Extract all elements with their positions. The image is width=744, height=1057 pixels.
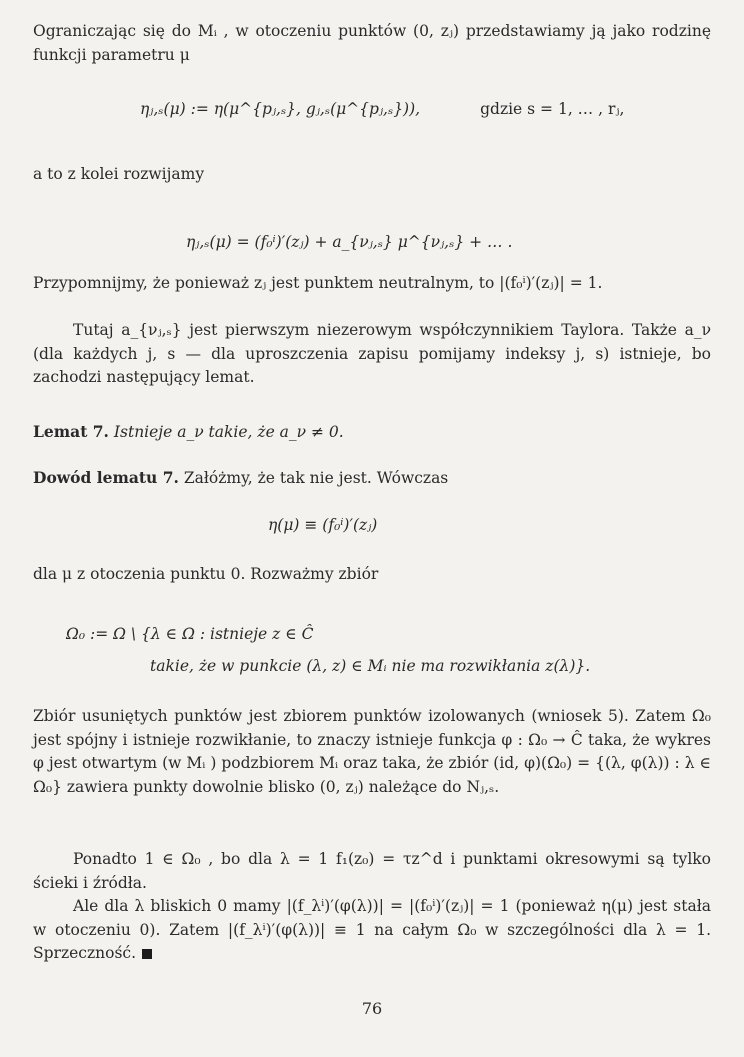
paragraph-expand: a to z kolei rozwijamy — [33, 165, 205, 183]
page-number: 76 — [361, 999, 383, 1018]
contradiction-text: Ale dla λ bliskich 0 mamy |(f_λⁱ)′(φ(λ))| = |(f₀ⁱ)′(zⱼ)| = 1 (ponieważ η(μ) jest stała w otoczeniu 0). Zatem |(f_λⁱ)′(φ(λ))| ≡ 1 na całym Ω₀ w szczególności dla λ = 1. Sprzeczność. — [33, 897, 711, 962]
lemma-text: Istnieje a_ν takie, że a_ν ≠ 0. — [113, 423, 344, 441]
paragraph-periodic-points: Ponadto 1 ∈ Ω₀ , bo dla λ = 1 f₁(z₀) = τz^d i punktami okresowymi są tylko ścieki i źródła. — [33, 850, 711, 892]
paragraph-contradiction — [33, 895, 711, 966]
proof-start — [33, 466, 711, 491]
proof-text: Załóżmy, że tak nie jest. Wówczas — [183, 469, 449, 487]
qed-square-icon — [142, 949, 152, 959]
proof-label: Dowód lematu 7. — [33, 468, 179, 487]
equation-eta-lhs: ηⱼ,ₛ(μ) := η(μ^{pⱼ,ₛ}, gⱼ,ₛ(μ^{pⱼ,ₛ})), — [140, 100, 421, 118]
equation-omega-line2: takie, że w punkcie (λ, z) ∈ Mᵢ nie ma rozwikłania z(λ)}. — [150, 657, 591, 675]
equation-omega-line1: Ω₀ := Ω \ {λ ∈ Ω : istnieje z ∈ Ĉ — [66, 625, 314, 643]
equation-eta-definition — [140, 98, 624, 121]
paragraph-removed-points: Zbiór usuniętych punktów jest zbiorem punktów izolowanych (wniosek 5). Zatem Ω₀ jest spójny i istnieje rozwikłanie, to znaczy istnieje funkcja φ : Ω₀ → Ĉ taka, że wykres φ jest otwartym (w Mᵢ ) podzbiorem Mᵢ oraz taka, że zbiór (id, φ)(Ω₀) = {(λ, φ(λ)) : λ ∈ Ω₀} zawiera punkty dowolnie blisko (0, zⱼ) należące do Nⱼ,ₛ. — [33, 707, 711, 796]
equation-eta-condition: gdzie s = 1, … , rⱼ, — [480, 100, 625, 118]
paragraph-neutral-point: Przypomnijmy, że ponieważ zⱼ jest punktem neutralnym, to |(f₀ⁱ)′(zⱼ)| = 1. — [33, 274, 603, 292]
lemma-statement — [33, 420, 711, 445]
paragraph-intro: Ograniczając się do Mᵢ , w otoczeniu punktów (0, zⱼ) przedstawiamy ją jako rodzinę funkcji parametru μ — [33, 22, 711, 64]
paragraph-set-definition: dla μ z otoczenia punktu 0. Rozważmy zbiór — [33, 565, 379, 583]
paragraph-taylor-coefficient: Tutaj a_{νⱼ,ₛ} jest pierwszym niezerowym współczynnikiem Taylora. Także a_ν (dla każdych j, s — dla uproszczenia zapisu pomijamy indeksy j, s) istnieje, bo zachodzi następujący lemat. — [33, 321, 711, 386]
equation-taylor-expansion: ηⱼ,ₛ(μ) = (f₀ⁱ)′(zⱼ) + a_{νⱼ,ₛ} μ^{νⱼ,ₛ} + … . — [186, 233, 513, 251]
equation-eta-constant: η(μ) ≡ (f₀ⁱ)′(zⱼ) — [268, 516, 378, 534]
lemma-label: Lemat 7. — [33, 422, 109, 441]
